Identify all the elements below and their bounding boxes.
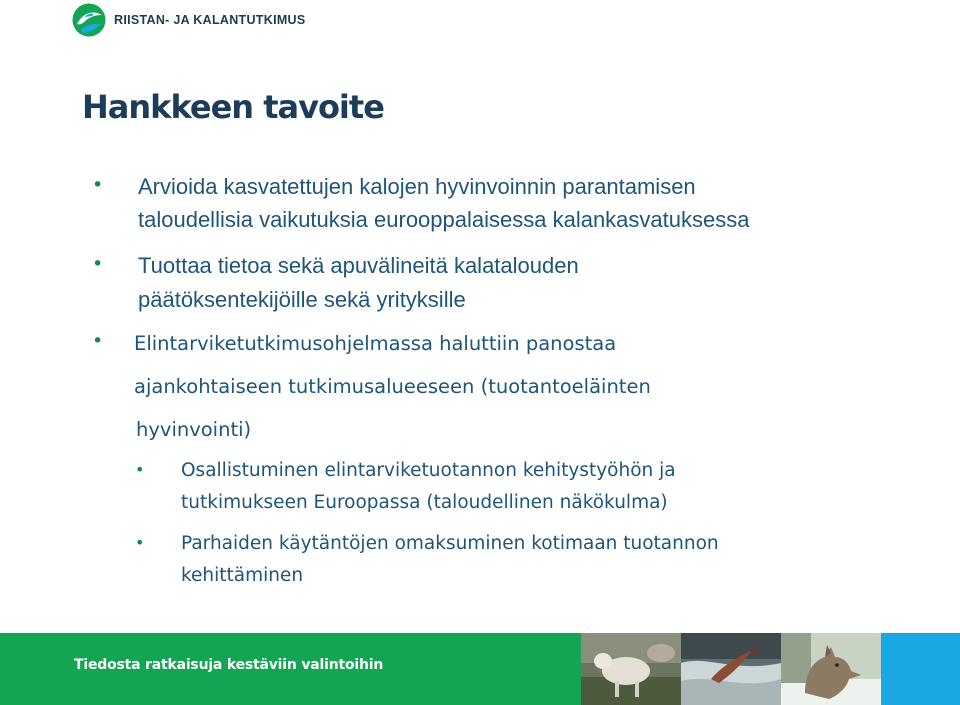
- bullet-icon: •: [92, 330, 104, 352]
- bullet-icon: •: [92, 174, 104, 196]
- bullet-1-line-1: Arvioida kasvatettujen kalojen hyvinvoinnin parantamisen: [138, 174, 696, 199]
- sub-bullet-2-line-2: kehittäminen: [181, 565, 304, 586]
- wolf-photo: [781, 633, 881, 705]
- footer-end-block: [881, 633, 960, 705]
- sub-bullet-1-line-2: tutkimukseen Euroopassa (taloudellinen näkökulma): [181, 492, 668, 513]
- bullet-3-line-3: hyvinvointi): [136, 418, 252, 441]
- bullet-1-line-2: taloudellisia vaikutuksia eurooppalaisessa kalankasvatuksessa: [138, 207, 750, 232]
- fish-bird-emblem-icon: [72, 3, 106, 37]
- slide-title: Hankkeen tavoite: [82, 88, 384, 126]
- sub-bullet-icon: •: [135, 460, 145, 479]
- footer-photo-strip: [581, 633, 881, 705]
- bullet-icon: •: [92, 253, 104, 275]
- bullet-2-line-1: Tuottaa tietoa sekä apuvälineitä kalatalouden: [138, 253, 579, 278]
- salmon-leaping-photo: [681, 633, 781, 705]
- sheep-photo: [581, 633, 681, 705]
- org-logo: [72, 2, 306, 38]
- org-name: RIISTAN- JA KALANTUTKIMUS: [114, 13, 306, 27]
- bullet-3-line-1: Elintarviketutkimusohjelmassa haluttiin panostaa: [134, 332, 617, 355]
- bullet-3-line-2: ajankohtaiseen tutkimusalueeseen (tuotantoeläinten: [134, 375, 651, 398]
- sub-bullet-icon: •: [135, 533, 145, 552]
- footer-tagline: Tiedosta ratkaisuja kestäviin valintoihin: [74, 657, 384, 673]
- sub-bullet-2-line-1: Parhaiden käytäntöjen omaksuminen kotimaan tuotannon: [181, 533, 719, 554]
- bullet-2-line-2: päätöksentekijöille sekä yrityksille: [138, 287, 466, 312]
- sub-bullet-1-line-1: Osallistuminen elintarviketuotannon kehitystyöhön ja: [181, 460, 676, 481]
